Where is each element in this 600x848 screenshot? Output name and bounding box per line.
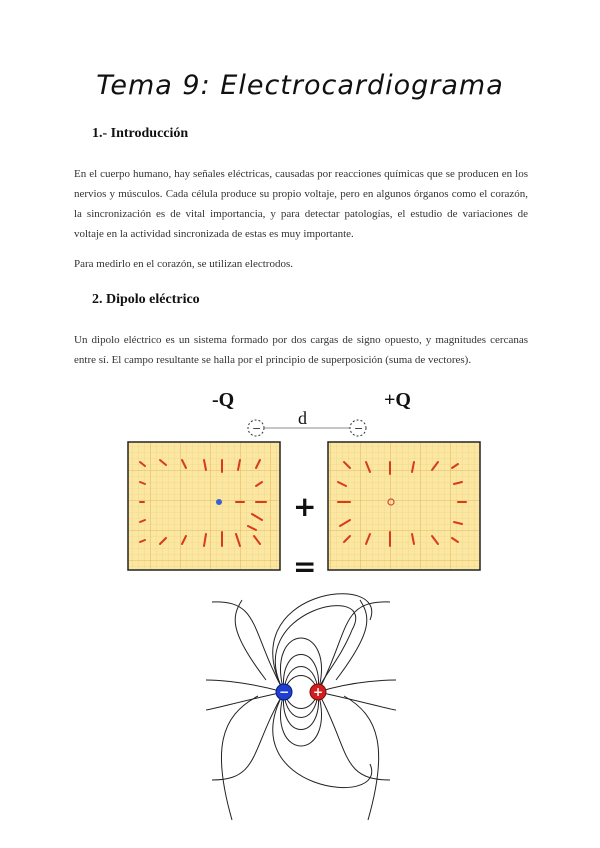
dipole-field-lines [206, 594, 396, 820]
negative-field-panel [128, 442, 280, 570]
pos-charge-symbol-sign: − [354, 422, 364, 435]
intro-electrodes-paragraph: Para medirlo en el corazón, se utilizan electrodos. [74, 258, 293, 270]
dipolo-paragraph: Un dipolo eléctrico es un sistema formado por dos cargas de signo opuesto, y magnitudes cercanas entre sí. El campo resultante se halla por el principio de superposición (suma de vectores). [74, 334, 528, 366]
neg-charge-label: -Q [212, 389, 235, 411]
page-title: Tema 9: Electrocardiograma [96, 70, 504, 101]
dipole-figure [0, 380, 600, 840]
intro-paragraph: En el cuerpo humano, hay señales eléctricas, causadas por reacciones químicas que se producen en los nervios y músculos. Cada célula produce su propio voltaje, pero en algunos órganos como el corazón, la sincronización es de vital importancia, y para detectar patologías, el estudio de variaciones de voltaje en la actividad sincronizada de estas es muy importante. [74, 168, 528, 240]
plus-sign: + [293, 490, 317, 523]
positive-field-panel [328, 442, 480, 570]
negative-center-charge [216, 499, 222, 505]
positive-charge-sign: + [313, 685, 324, 699]
equals-sign: = [293, 550, 317, 583]
pos-charge-label: +Q [384, 389, 411, 411]
neg-charge-symbol-sign: − [252, 422, 262, 435]
section-heading-dipolo: 2. Dipolo eléctrico [92, 292, 200, 307]
negative-charge-sign: − [279, 685, 290, 699]
section-heading-intro: 1.- Introducción [92, 126, 189, 141]
distance-label: d [298, 408, 307, 428]
